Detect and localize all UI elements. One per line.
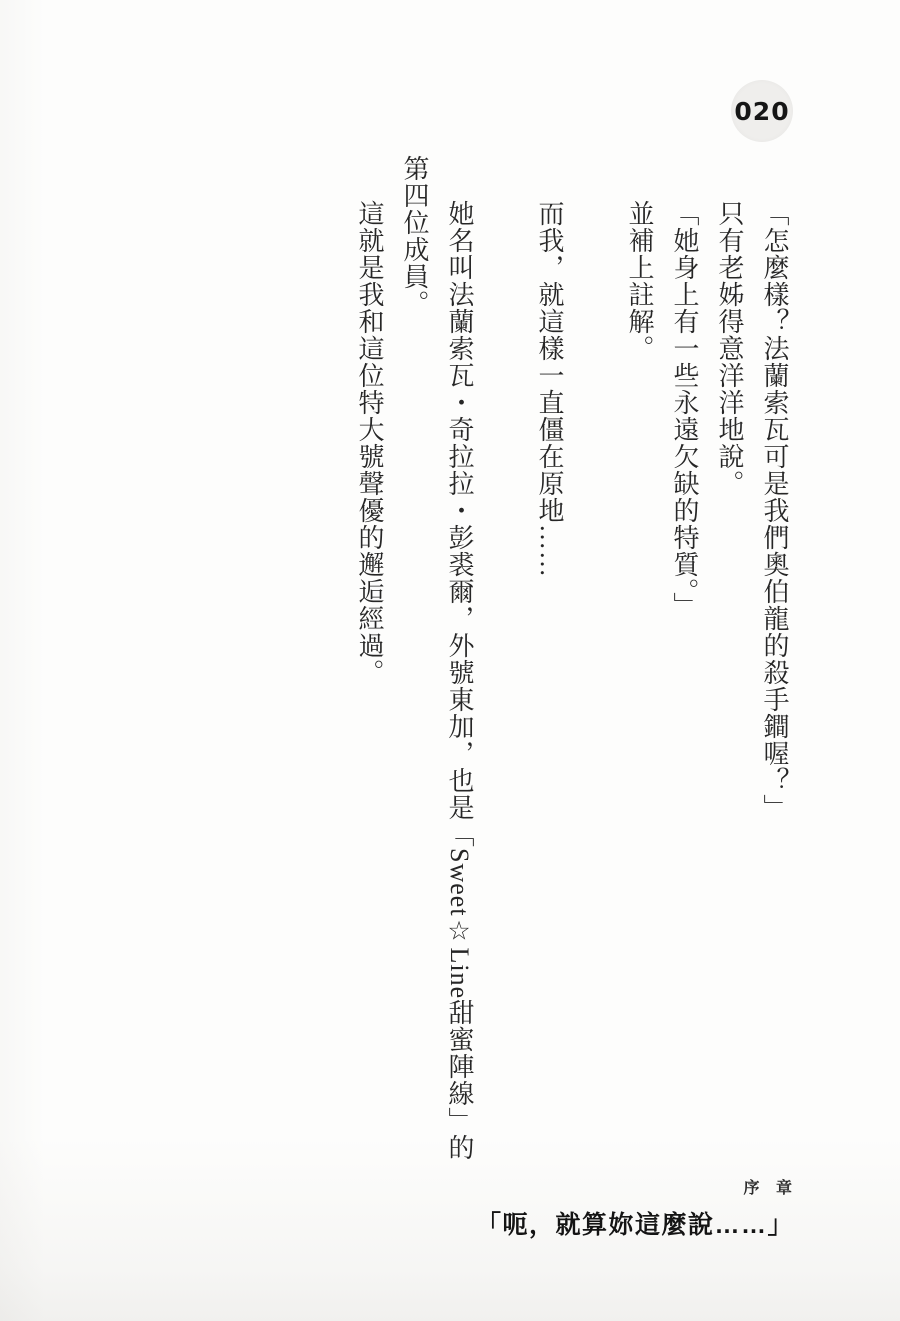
paragraph: 「她身上有一些永遠欠缺的特質。」 bbox=[670, 200, 699, 619]
chapter-footer bbox=[475, 1175, 798, 1241]
paragraph: 只有老姊得意洋洋地說。 bbox=[715, 200, 744, 497]
paragraph: 而我，就這樣一直僵在原地…… bbox=[535, 200, 564, 578]
paragraph: 她名叫法蘭索瓦・奇拉拉・彭裘爾，外號東加，也是「Sweet☆Line甜蜜陣線」的第四位成員。 bbox=[400, 155, 474, 1162]
body-text bbox=[347, 155, 797, 1168]
chapter-title: 「呃，就算妳這麼說……」 bbox=[475, 1211, 794, 1239]
page-number: 020 bbox=[734, 96, 790, 126]
paragraph: 這就是我和這位特大號聲優的邂逅經過。 bbox=[355, 200, 384, 686]
paragraph: 「怎麼樣？法蘭索瓦可是我們奧伯龍的殺手鐧喔？」 bbox=[760, 200, 789, 821]
paragraph: 並補上註解。 bbox=[625, 200, 654, 362]
chapter-label: 序 章 bbox=[743, 1180, 798, 1197]
page-number-badge bbox=[731, 80, 793, 142]
